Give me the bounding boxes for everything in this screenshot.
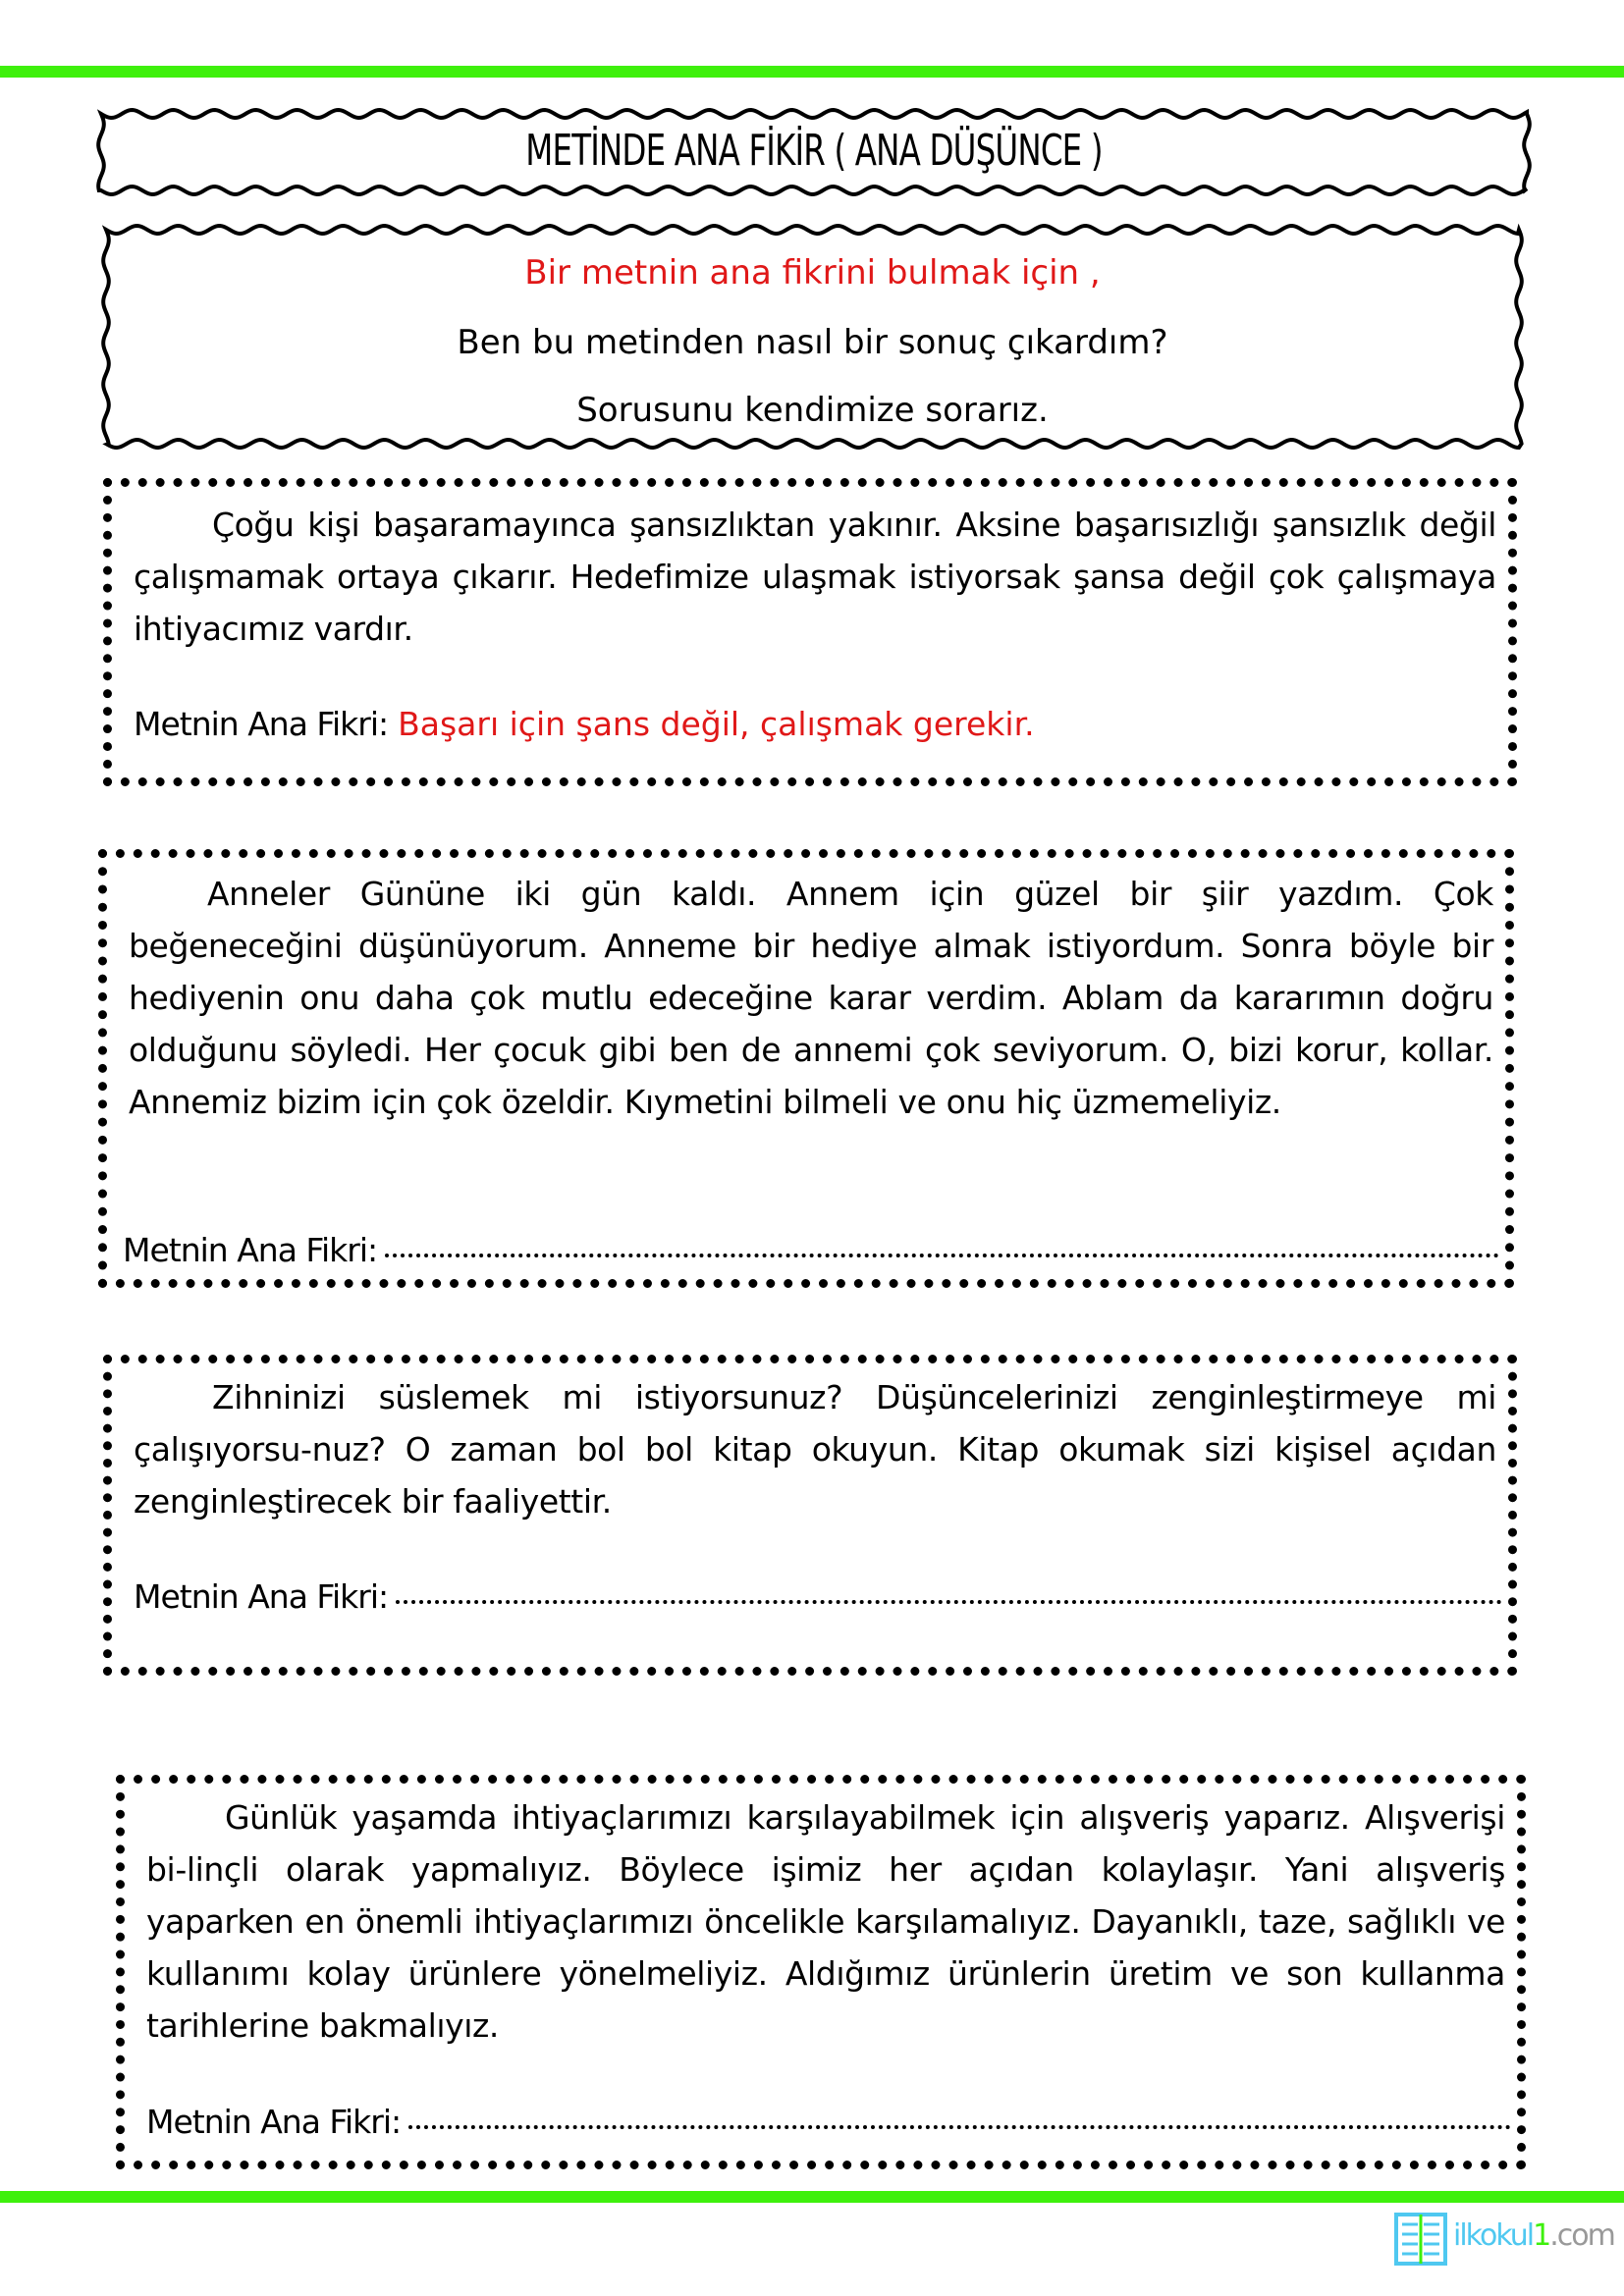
page-title: METİNDE ANA FİKİR ( ANA DÜŞÜNCE )	[525, 126, 1103, 176]
info-box	[98, 222, 1527, 452]
answer-row	[134, 1577, 1502, 1616]
exercise-box-3	[103, 1355, 1517, 1676]
answer-label: Metnin Ana Fikri:	[146, 2103, 402, 2141]
exercise-text: Anneler Gününe iki gün kaldı. Annem için güzel bir şiir yazdım. Çok beğeneceğini düşünüyorum. Anneme bir hediye almak istiyordum. Sonra böyle bir hediyenin onu daha çok mutlu edeceğine karar verdim. Ablam da kararımın doğru olduğunu söyledi. Her çocuk gibi ben de annemi çok seviyorum. O, bizi korur, kollar. Annemiz bizim için çok özeldir. Kıymetini bilmeli ve onu hiç üzmemeliyiz.	[129, 875, 1493, 1121]
exercise-text: Zihninizi süslemek mi istiyorsunuz? Düşüncelerinizi zenginleştirmeye mi çalışıyorsu-nuz? O zaman bol bol kitap okuyun. Kitap okumak sizi kişisel açıdan zenginleştirecek bir faaliyettir.	[134, 1378, 1496, 1521]
answer-row	[134, 705, 1502, 743]
bottom-green-rule	[0, 2191, 1624, 2203]
answer-row	[123, 1231, 1499, 1269]
exercise-text: Çoğu kişi başaramayınca şansızlıktan yakınır. Aksine başarısızlığı şansızlık değil çalışmamak ortaya çıkarır. Hedefimize ulaşmak istiyorsak şansa değil çok çalışmaya ihtiyacımız vardır.	[134, 506, 1496, 648]
site-logo[interactable]	[1392, 2209, 1614, 2269]
answer-label: Metnin Ana Fikri:	[134, 705, 389, 743]
answer-row	[146, 2103, 1511, 2141]
info-question: Ben bu metinden nasıl bir sonuç çıkardım?	[457, 323, 1168, 362]
top-green-rule	[0, 66, 1624, 78]
exercise-box-4	[116, 1775, 1526, 2169]
exercise-text: Günlük yaşamda ihtiyaçlarımızı karşılayabilmek için alışveriş yaparız. Alışverişi bi-linçli olarak yapmalıyız. Böylece işimiz her açıdan kolaylaşır. Yani alışveriş yaparken en önemli ihtiyaçlarımızı öncelikle karşılamalıyız. Dayanıklı, taze, sağlıklı ve kullanımı kolay ürünlere yönelmeliyiz. Aldığımız ürünlerin üretim ve son kullanma tarihlerine bakmalıyız.	[146, 1798, 1505, 2045]
logo-wordmark: ilkokul1.com	[1453, 2218, 1614, 2253]
info-instruction: Sorusunu kendimize sorarız.	[576, 391, 1049, 430]
exercise-box-1	[103, 478, 1517, 786]
open-book-icon	[1392, 2209, 1451, 2269]
answer-label: Metnin Ana Fikri:	[134, 1577, 389, 1616]
info-heading: Bir metnin ana fikrini bulmak için ,	[524, 253, 1101, 293]
answer-value: Başarı için şans değil, çalışmak gerekir.	[398, 705, 1035, 743]
answer-blank[interactable]	[408, 2125, 1511, 2129]
answer-blank[interactable]	[396, 1600, 1502, 1604]
answer-label: Metnin Ana Fikri:	[123, 1231, 378, 1269]
title-banner	[93, 106, 1535, 198]
exercise-box-2	[98, 849, 1514, 1288]
answer-blank[interactable]	[385, 1254, 1499, 1257]
